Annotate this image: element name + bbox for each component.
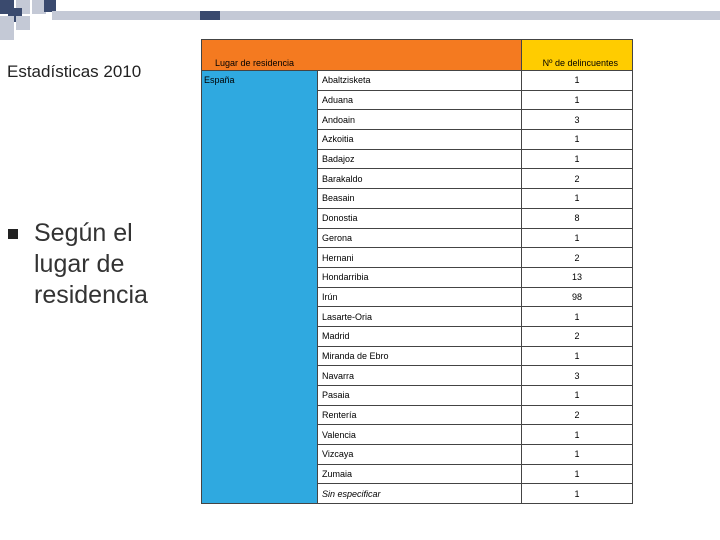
place-cell: Pasaia — [318, 386, 522, 406]
count-cell: 1 — [522, 149, 633, 169]
slide-title: Estadísticas 2010 — [7, 62, 142, 81]
bullet-text: Según el lugar de residencia — [34, 219, 148, 309]
count-cell: 1 — [522, 307, 633, 327]
place-cell: Gerona — [318, 228, 522, 248]
decor-square-light-4 — [16, 16, 30, 30]
header-place: Lugar de residencia — [202, 40, 522, 71]
count-cell: 1 — [522, 445, 633, 465]
residence-table — [201, 39, 633, 504]
count-cell: 1 — [522, 484, 633, 504]
count-cell: 13 — [522, 267, 633, 287]
place-cell: Beasain — [318, 189, 522, 209]
place-cell: Aduana — [318, 90, 522, 110]
place-cell: Barakaldo — [318, 169, 522, 189]
place-cell: Rentería — [318, 405, 522, 425]
place-cell: Badajoz — [318, 149, 522, 169]
place-cell: Miranda de Ebro — [318, 346, 522, 366]
place-cell: Zumaia — [318, 464, 522, 484]
country-cell: España — [202, 71, 318, 504]
count-cell: 1 — [522, 71, 633, 91]
place-cell: Azkoitia — [318, 130, 522, 150]
count-cell: 1 — [522, 425, 633, 445]
count-cell: 3 — [522, 110, 633, 130]
header-count: Nº de delincuentes — [522, 40, 633, 71]
place-cell: Lasarte-Oria — [318, 307, 522, 327]
place-cell: Abaltzisketa — [318, 71, 522, 91]
count-cell: 1 — [522, 346, 633, 366]
decor-square-light-5 — [0, 30, 14, 40]
place-cell: Valencia — [318, 425, 522, 445]
place-cell: Hondarribia — [318, 267, 522, 287]
count-cell: 2 — [522, 326, 633, 346]
place-cell: Hernani — [318, 248, 522, 268]
count-cell: 1 — [522, 386, 633, 406]
count-cell: 98 — [522, 287, 633, 307]
decor-top-bar-dark — [200, 11, 220, 20]
count-cell: 1 — [522, 90, 633, 110]
place-cell: Navarra — [318, 366, 522, 386]
count-cell: 1 — [522, 228, 633, 248]
place-cell: Irún — [318, 287, 522, 307]
count-cell: 1 — [522, 464, 633, 484]
decor-square-light-3 — [0, 16, 14, 30]
count-cell: 8 — [522, 208, 633, 228]
count-cell: 2 — [522, 169, 633, 189]
count-cell: 3 — [522, 366, 633, 386]
place-cell: Sin especificar — [318, 484, 522, 504]
table-body — [202, 71, 633, 504]
place-cell: Madrid — [318, 326, 522, 346]
count-cell: 2 — [522, 248, 633, 268]
bullet-square-icon — [8, 229, 18, 239]
place-cell: Vizcaya — [318, 445, 522, 465]
decor-top-bar — [52, 11, 720, 20]
table-header-row — [202, 40, 633, 71]
place-cell: Donostia — [318, 208, 522, 228]
count-cell: 1 — [522, 189, 633, 209]
table-row — [202, 71, 633, 91]
count-cell: 2 — [522, 405, 633, 425]
count-cell: 1 — [522, 130, 633, 150]
place-cell: Andoain — [318, 110, 522, 130]
